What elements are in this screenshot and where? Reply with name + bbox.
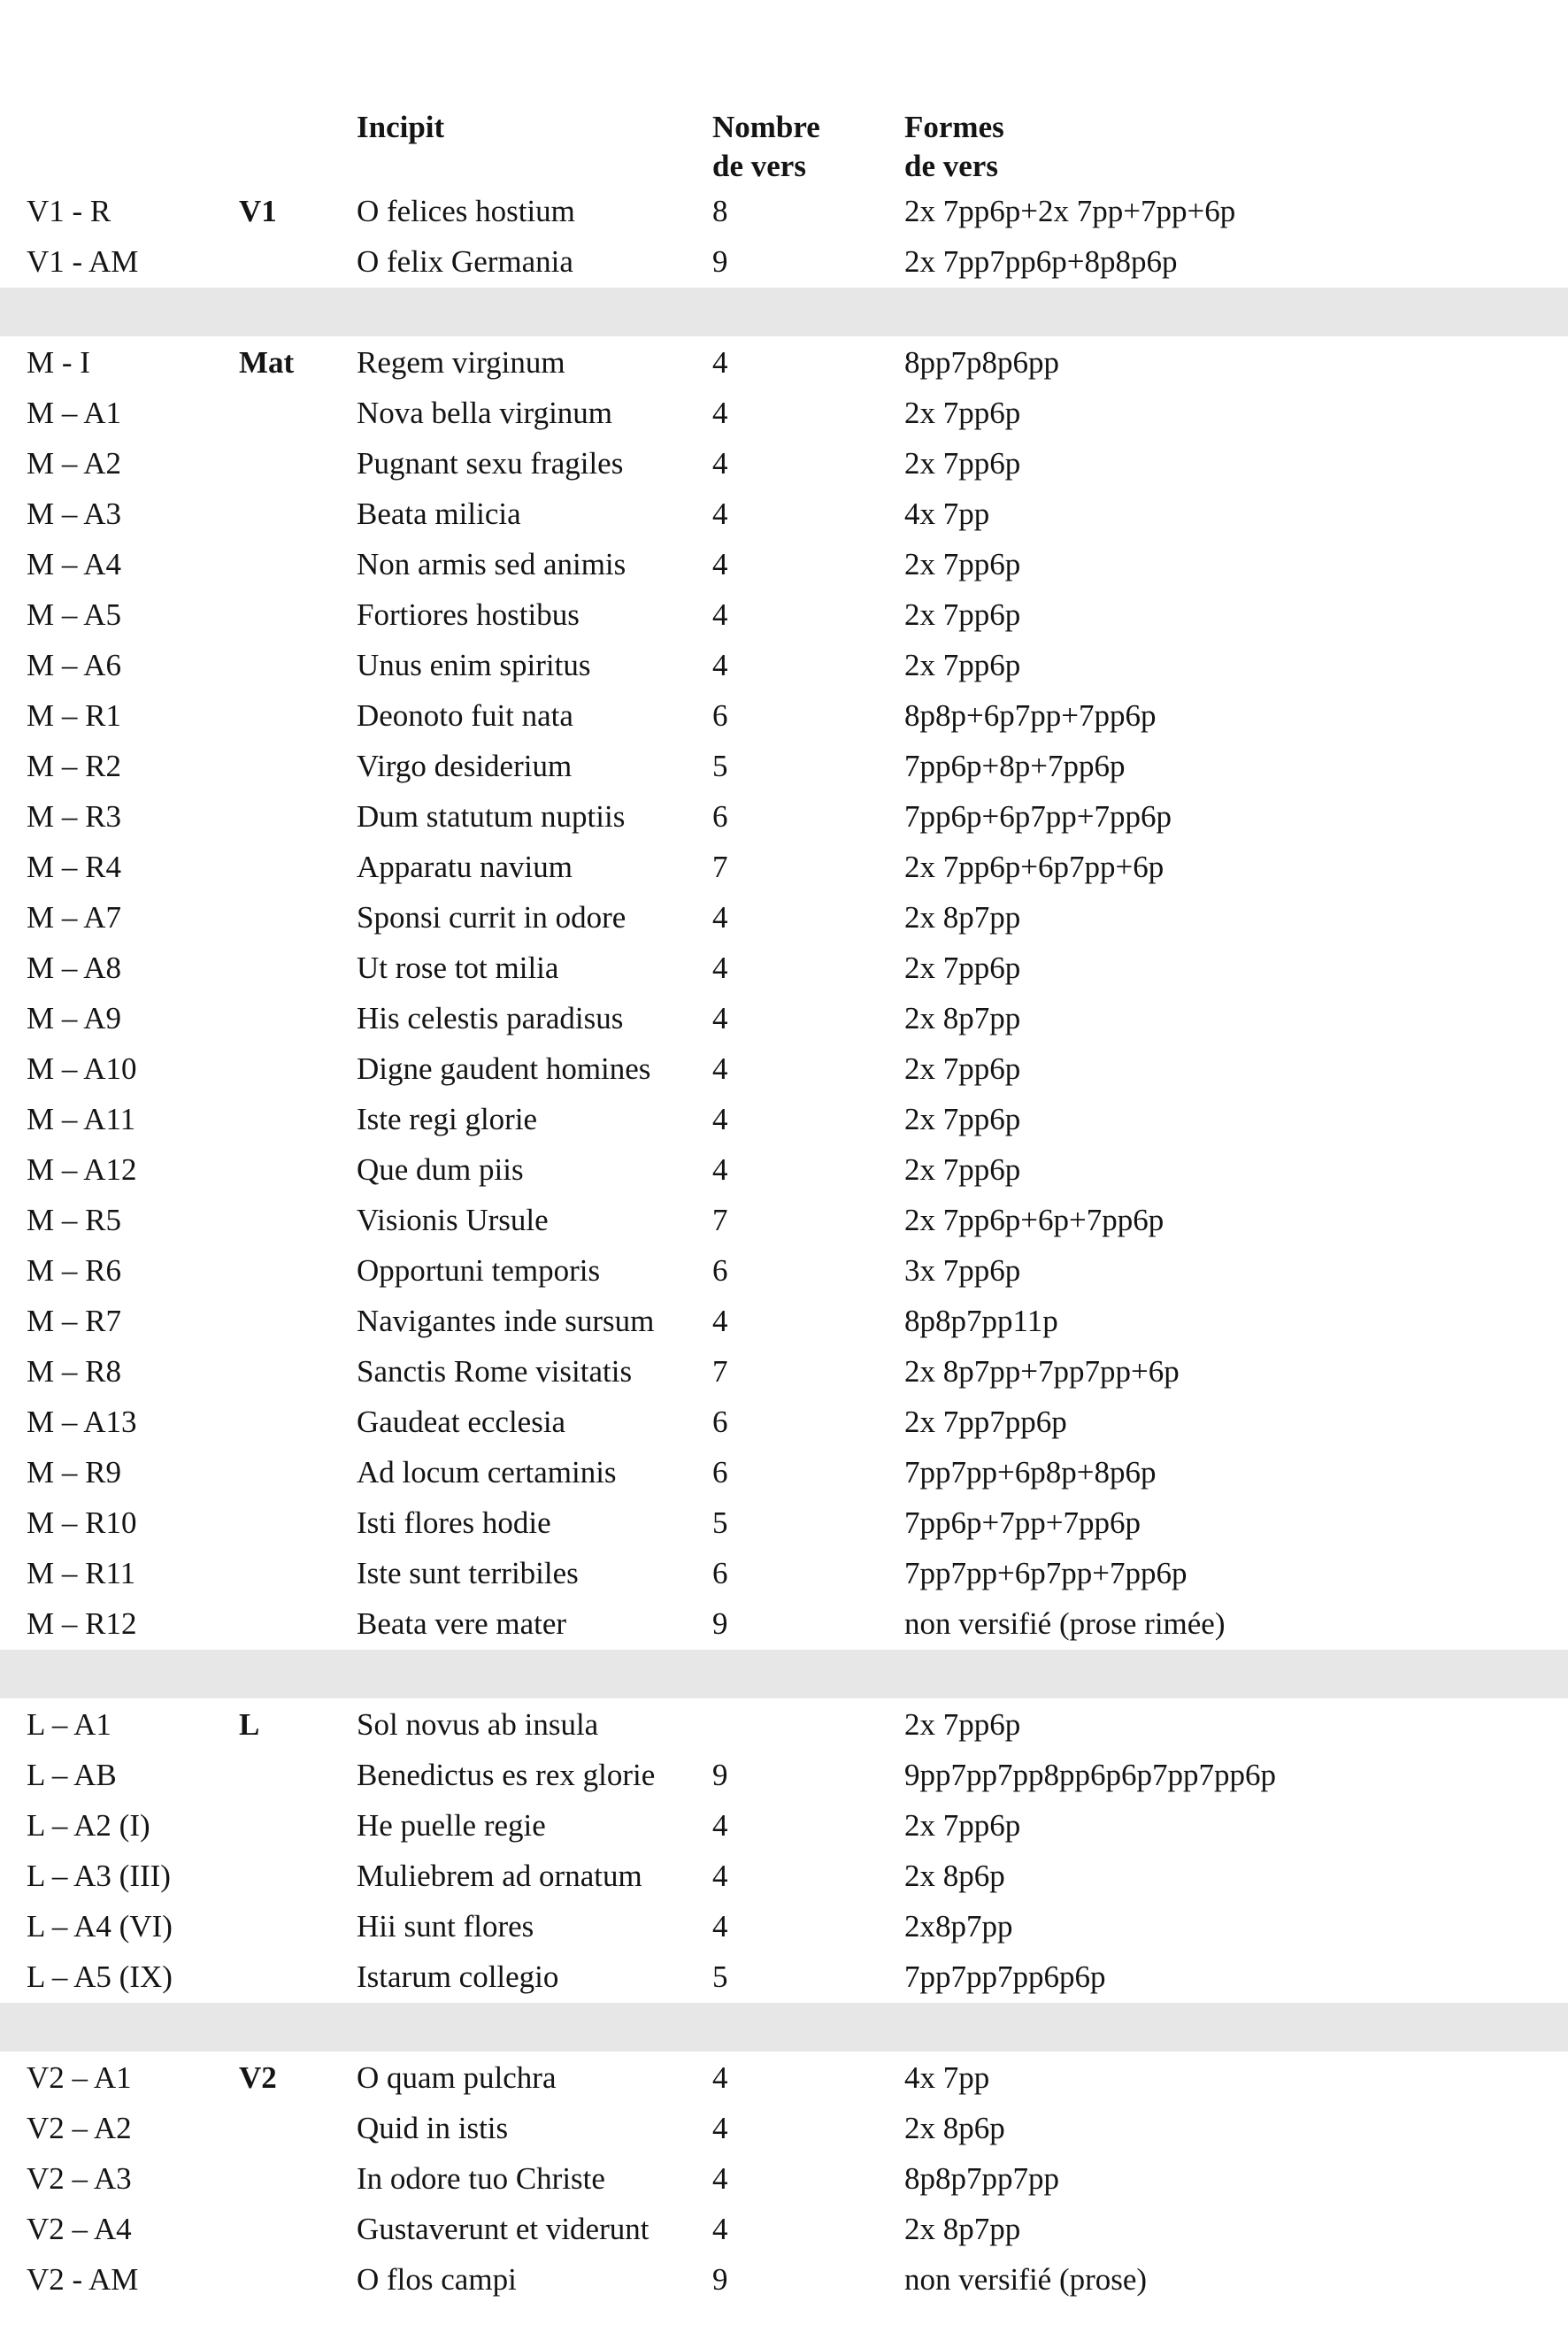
table-row (0, 438, 1568, 489)
table-row (0, 489, 1568, 539)
header-spacer-id (27, 108, 239, 147)
row-nombre-cell: 5 (712, 1505, 728, 1540)
row-id-cell: M – R7 (27, 1304, 121, 1338)
table-row (0, 388, 1568, 438)
row-nombre-cell: 6 (712, 1455, 728, 1490)
row-formes-cell: 8p8p+6p7pp+7pp6p (904, 698, 1157, 733)
row-incipit-cell: Beata milicia (357, 497, 521, 531)
row-id-cell: V1 - R (27, 194, 111, 228)
table-row (0, 1094, 1568, 1144)
row-id-cell: M - I (27, 345, 90, 380)
row-id-cell: M – A1 (27, 396, 121, 430)
row-incipit-cell: Non armis sed animis (357, 547, 626, 581)
table-row (0, 1598, 1568, 1649)
row-section-cell (239, 1851, 357, 1901)
row-incipit-cell: Hii sunt flores (357, 1909, 534, 1944)
row-incipit-cell: Istarum collegio (357, 1959, 559, 1994)
row-incipit-cell: O quam pulchra (357, 2060, 557, 2095)
row-incipit-cell: Ad locum certaminis (357, 1455, 617, 1490)
column-header-incipit: Incipit (357, 110, 445, 144)
column-header-formes-line1: Formes (904, 110, 1004, 144)
row-formes-cell: 2x 7pp6p (904, 1102, 1021, 1136)
header-spacer-id (27, 147, 239, 186)
row-section-cell (239, 1094, 357, 1144)
row-incipit-cell: His celestis paradisus (357, 1001, 624, 1035)
row-id-cell: M – R2 (27, 749, 121, 783)
row-id-cell: L – A2 (I) (27, 1808, 150, 1843)
row-incipit-cell: In odore tuo Christe (357, 2161, 605, 2196)
row-formes-cell: 7pp6p+6p7pp+7pp6p (904, 799, 1172, 834)
row-section-cell (239, 539, 357, 589)
row-formes-cell: 8pp7p8p6pp (904, 345, 1059, 380)
row-formes-cell: 2x 7pp6p (904, 597, 1021, 632)
row-section-cell (239, 892, 357, 943)
table-row (0, 1548, 1568, 1598)
row-formes-cell: 8p8p7pp11p (904, 1304, 1058, 1338)
row-nombre-cell: 9 (712, 1606, 728, 1641)
row-id-cell: L – A5 (IX) (27, 1959, 173, 1994)
row-nombre-cell: 4 (712, 547, 728, 581)
row-id-cell: M – A10 (27, 1051, 137, 1086)
row-id-cell: M – R12 (27, 1606, 137, 1641)
row-section-cell (239, 1245, 357, 1296)
row-formes-cell: 2x 7pp7pp6p (904, 1405, 1067, 1439)
table-row (0, 2204, 1568, 2254)
row-formes-cell: 2x 8p7pp (904, 2212, 1021, 2246)
row-formes-cell: 4x 7pp (904, 497, 990, 531)
table-row (0, 1851, 1568, 1901)
row-nombre-cell: 7 (712, 850, 728, 884)
header-spacer-section (239, 147, 357, 186)
row-incipit-cell: Visionis Ursule (357, 1203, 549, 1237)
row-formes-cell: non versifié (prose) (904, 2262, 1148, 2297)
table-row (0, 2254, 1568, 2305)
row-nombre-cell: 6 (712, 1253, 728, 1288)
row-section-cell (239, 1952, 357, 2002)
row-id-cell: M – R11 (27, 1556, 136, 1590)
table-row (0, 791, 1568, 842)
row-section-cell (239, 489, 357, 539)
row-nombre-cell: 4 (712, 1152, 728, 1187)
row-nombre-cell: 9 (712, 1758, 728, 1792)
row-id-cell: L – A3 (III) (27, 1859, 171, 1893)
row-incipit-cell: Isti flores hodie (357, 1505, 551, 1540)
table-body (0, 186, 1568, 2305)
table-row (0, 741, 1568, 791)
row-section-cell (239, 1598, 357, 1649)
row-id-cell: M – A6 (27, 648, 121, 682)
table-row (0, 1346, 1568, 1397)
row-section-cell (239, 1901, 357, 1952)
row-nombre-cell: 7 (712, 1203, 728, 1237)
table-row (0, 186, 1568, 236)
row-formes-cell: 2x 7pp6p (904, 1707, 1021, 1742)
row-id-cell: M – A3 (27, 497, 121, 531)
row-nombre-cell: 4 (712, 1304, 728, 1338)
section-separator-band (0, 1650, 1568, 1698)
table-header-line1 (0, 108, 1568, 147)
row-incipit-cell: He puelle regie (357, 1808, 546, 1843)
row-formes-cell: 2x 8p7pp+7pp7pp+6p (904, 1354, 1180, 1389)
row-incipit-cell: Sponsi currit in odore (357, 900, 626, 935)
row-nombre-cell: 4 (712, 2161, 728, 2196)
table-row (0, 2153, 1568, 2204)
row-incipit-cell: Ut rose tot milia (357, 951, 559, 985)
table-row (0, 943, 1568, 993)
row-incipit-cell: Quid in istis (357, 2111, 509, 2145)
row-incipit-cell: Muliebrem ad ornatum (357, 1859, 642, 1893)
row-section-cell (239, 1548, 357, 1598)
table-row (0, 2052, 1568, 2103)
table-row (0, 1952, 1568, 2002)
row-incipit-cell: O flos campi (357, 2262, 517, 2297)
row-nombre-cell: 4 (712, 900, 728, 935)
row-id-cell: M – R5 (27, 1203, 121, 1237)
table-row (0, 842, 1568, 892)
row-nombre-cell: 4 (712, 2111, 728, 2145)
table-row (0, 1750, 1568, 1800)
row-nombre-cell: 4 (712, 1102, 728, 1136)
row-formes-cell: 2x 7pp6p+6p7pp+6p (904, 850, 1164, 884)
row-section-cell (239, 1043, 357, 1094)
table-row (0, 1800, 1568, 1851)
row-formes-cell: 2x 7pp6p+6p+7pp6p (904, 1203, 1164, 1237)
row-section-cell (239, 791, 357, 842)
row-formes-cell: 2x 7pp6p (904, 547, 1021, 581)
row-id-cell: M – A2 (27, 446, 121, 481)
row-formes-cell: 2x 8p6p (904, 1859, 1005, 1893)
row-id-cell: M – R6 (27, 1253, 121, 1288)
row-section-cell (239, 1397, 357, 1447)
row-section-cell (239, 2153, 357, 2204)
column-header-formes-line2: de vers (904, 149, 998, 183)
row-id-cell: V2 – A1 (27, 2060, 132, 2095)
row-formes-cell: 2x 7pp6p (904, 951, 1021, 985)
row-section-cell (239, 1800, 357, 1851)
row-id-cell: L – A4 (VI) (27, 1909, 173, 1944)
row-section-cell (239, 2204, 357, 2254)
row-section-cell (239, 690, 357, 741)
row-formes-cell: 4x 7pp (904, 2060, 990, 2095)
row-incipit-cell: Dum statutum nuptiis (357, 799, 626, 834)
row-incipit-cell: O felix Germania (357, 244, 573, 279)
row-id-cell: M – R3 (27, 799, 121, 834)
table-row (0, 236, 1568, 287)
row-incipit-cell: Navigantes inde sursum (357, 1304, 655, 1338)
table-row (0, 1245, 1568, 1296)
table-row (0, 993, 1568, 1043)
row-nombre-cell: 4 (712, 597, 728, 632)
row-formes-cell: 7pp7pp7pp6p6p (904, 1959, 1106, 1994)
table-row (0, 589, 1568, 640)
table-row (0, 1195, 1568, 1245)
row-section-cell (239, 2254, 357, 2305)
row-id-cell: M – A5 (27, 597, 121, 632)
row-incipit-cell: Iste regi glorie (357, 1102, 538, 1136)
row-formes-cell: non versifié (prose rimée) (904, 1606, 1226, 1641)
row-id-cell: M – A12 (27, 1152, 137, 1187)
row-nombre-cell: 4 (712, 1859, 728, 1893)
row-nombre-cell: 6 (712, 799, 728, 834)
row-section-cell (239, 388, 357, 438)
row-formes-cell: 7pp6p+8p+7pp6p (904, 749, 1126, 783)
row-formes-cell: 9pp7pp7pp8pp6p6p7pp7pp6p (904, 1758, 1276, 1792)
row-nombre-cell (712, 1699, 904, 1750)
row-section-cell (239, 1750, 357, 1800)
row-id-cell: L – AB (27, 1758, 117, 1792)
row-nombre-cell: 4 (712, 1909, 728, 1944)
row-incipit-cell: Apparatu navium (357, 850, 573, 884)
row-formes-cell: 2x 7pp6p (904, 1051, 1021, 1086)
row-incipit-cell: Que dum piis (357, 1152, 524, 1187)
table-row (0, 1497, 1568, 1548)
row-formes-cell: 2x 7pp6p (904, 1152, 1021, 1187)
row-formes-cell: 2x 8p7pp (904, 900, 1021, 935)
row-section-cell (239, 438, 357, 489)
row-id-cell: V1 - AM (27, 244, 139, 279)
row-incipit-cell: Deonoto fuit nata (357, 698, 573, 733)
row-section-cell: L (239, 1707, 260, 1742)
row-section-cell (239, 1195, 357, 1245)
row-nombre-cell: 4 (712, 396, 728, 430)
row-id-cell: M – A4 (27, 547, 121, 581)
row-incipit-cell: Benedictus es rex glorie (357, 1758, 656, 1792)
row-section-cell (239, 1144, 357, 1195)
row-nombre-cell: 9 (712, 2262, 728, 2297)
row-section-cell: Mat (239, 345, 295, 380)
header-spacer-incipit (357, 147, 712, 186)
row-nombre-cell: 4 (712, 648, 728, 682)
row-id-cell: M – A9 (27, 1001, 121, 1035)
row-nombre-cell: 8 (712, 194, 728, 228)
row-nombre-cell: 4 (712, 1001, 728, 1035)
table-row (0, 1296, 1568, 1346)
row-id-cell: M – A11 (27, 1102, 136, 1136)
row-incipit-cell: Digne gaudent homines (357, 1051, 651, 1086)
row-nombre-cell: 4 (712, 951, 728, 985)
row-formes-cell: 7pp6p+7pp+7pp6p (904, 1505, 1141, 1540)
row-formes-cell: 2x 7pp6p (904, 648, 1021, 682)
row-id-cell: V2 – A3 (27, 2161, 132, 2196)
row-nombre-cell: 5 (712, 749, 728, 783)
row-incipit-cell: Gaudeat ecclesia (357, 1405, 566, 1439)
row-id-cell: V2 - AM (27, 2262, 139, 2297)
row-section-cell (239, 993, 357, 1043)
row-incipit-cell: Gustaverunt et viderunt (357, 2212, 649, 2246)
row-formes-cell: 2x 8p6p (904, 2111, 1005, 2145)
row-formes-cell: 2x 8p7pp (904, 1001, 1021, 1035)
row-section-cell (239, 1497, 357, 1548)
row-section-cell (239, 943, 357, 993)
row-incipit-cell: Beata vere mater (357, 1606, 567, 1641)
row-section-cell: V1 (239, 194, 277, 228)
row-formes-cell: 8p8p7pp7pp (904, 2161, 1059, 2196)
row-id-cell: V2 – A2 (27, 2111, 132, 2145)
row-id-cell: M – R4 (27, 850, 121, 884)
row-formes-cell: 7pp7pp+6p7pp+7pp6p (904, 1556, 1188, 1590)
row-nombre-cell: 4 (712, 345, 728, 380)
table-row (0, 1043, 1568, 1094)
row-nombre-cell: 4 (712, 1051, 728, 1086)
row-formes-cell: 7pp7pp+6p8p+8p6p (904, 1455, 1157, 1490)
row-formes-cell: 2x 7pp6p (904, 396, 1021, 430)
row-nombre-cell: 9 (712, 244, 728, 279)
row-nombre-cell: 6 (712, 698, 728, 733)
table-row (0, 539, 1568, 589)
table-row (0, 1447, 1568, 1497)
row-nombre-cell: 6 (712, 1405, 728, 1439)
table-row (0, 2103, 1568, 2153)
row-incipit-cell: Fortiores hostibus (357, 597, 580, 632)
table-row (0, 337, 1568, 388)
row-formes-cell: 2x 7pp6p (904, 446, 1021, 481)
row-formes-cell: 2x 7pp7pp6p+8p8p6p (904, 244, 1178, 279)
row-id-cell: M – R9 (27, 1455, 121, 1490)
row-incipit-cell: O felices hostium (357, 194, 575, 228)
table-row (0, 1144, 1568, 1195)
row-incipit-cell: Sanctis Rome visitatis (357, 1354, 633, 1389)
row-incipit-cell: Virgo desiderium (357, 749, 573, 783)
table-row (0, 892, 1568, 943)
row-incipit-cell: Regem virginum (357, 345, 565, 380)
row-section-cell (239, 741, 357, 791)
row-id-cell: M – A8 (27, 951, 121, 985)
row-incipit-cell: Sol novus ab insula (357, 1707, 599, 1742)
row-section-cell: V2 (239, 2060, 277, 2095)
row-incipit-cell: Nova bella virginum (357, 396, 613, 430)
row-section-cell (239, 842, 357, 892)
row-formes-cell: 3x 7pp6p (904, 1253, 1021, 1288)
row-id-cell: V2 – A4 (27, 2212, 132, 2246)
row-nombre-cell: 6 (712, 1556, 728, 1590)
row-section-cell (239, 1346, 357, 1397)
column-header-nombre-line1: Nombre (712, 110, 820, 144)
row-section-cell (239, 1447, 357, 1497)
header-spacer-section (239, 108, 357, 147)
row-incipit-cell: Opportuni temporis (357, 1253, 601, 1288)
table-row (0, 1397, 1568, 1447)
table-header-line2 (0, 147, 1568, 186)
row-formes-cell: 2x8p7pp (904, 1909, 1013, 1944)
row-nombre-cell: 7 (712, 1354, 728, 1389)
row-formes-cell: 2x 7pp6p+2x 7pp+7pp+6p (904, 194, 1236, 228)
row-id-cell: M – A13 (27, 1405, 137, 1439)
row-incipit-cell: Iste sunt terribiles (357, 1556, 579, 1590)
row-id-cell: M – R8 (27, 1354, 121, 1389)
table-row (0, 640, 1568, 690)
row-nombre-cell: 4 (712, 2060, 728, 2095)
row-id-cell: M – A7 (27, 900, 121, 935)
row-section-cell (239, 2103, 357, 2153)
row-incipit-cell: Unus enim spiritus (357, 648, 591, 682)
table-row (0, 1699, 1568, 1750)
section-separator-band (0, 288, 1568, 336)
row-section-cell (239, 1296, 357, 1346)
column-header-nombre-line2: de vers (712, 149, 806, 183)
row-nombre-cell: 5 (712, 1959, 728, 1994)
row-nombre-cell: 4 (712, 446, 728, 481)
row-id-cell: L – A1 (27, 1707, 111, 1742)
row-nombre-cell: 4 (712, 1808, 728, 1843)
row-section-cell (239, 236, 357, 287)
row-id-cell: M – R10 (27, 1505, 137, 1540)
table-row (0, 690, 1568, 741)
section-separator-band (0, 2003, 1568, 2052)
row-id-cell: M – R1 (27, 698, 121, 733)
row-section-cell (239, 589, 357, 640)
row-formes-cell: 2x 7pp6p (904, 1808, 1021, 1843)
row-nombre-cell: 4 (712, 2212, 728, 2246)
table-row (0, 1901, 1568, 1952)
row-incipit-cell: Pugnant sexu fragiles (357, 446, 624, 481)
row-nombre-cell: 4 (712, 497, 728, 531)
row-section-cell (239, 640, 357, 690)
